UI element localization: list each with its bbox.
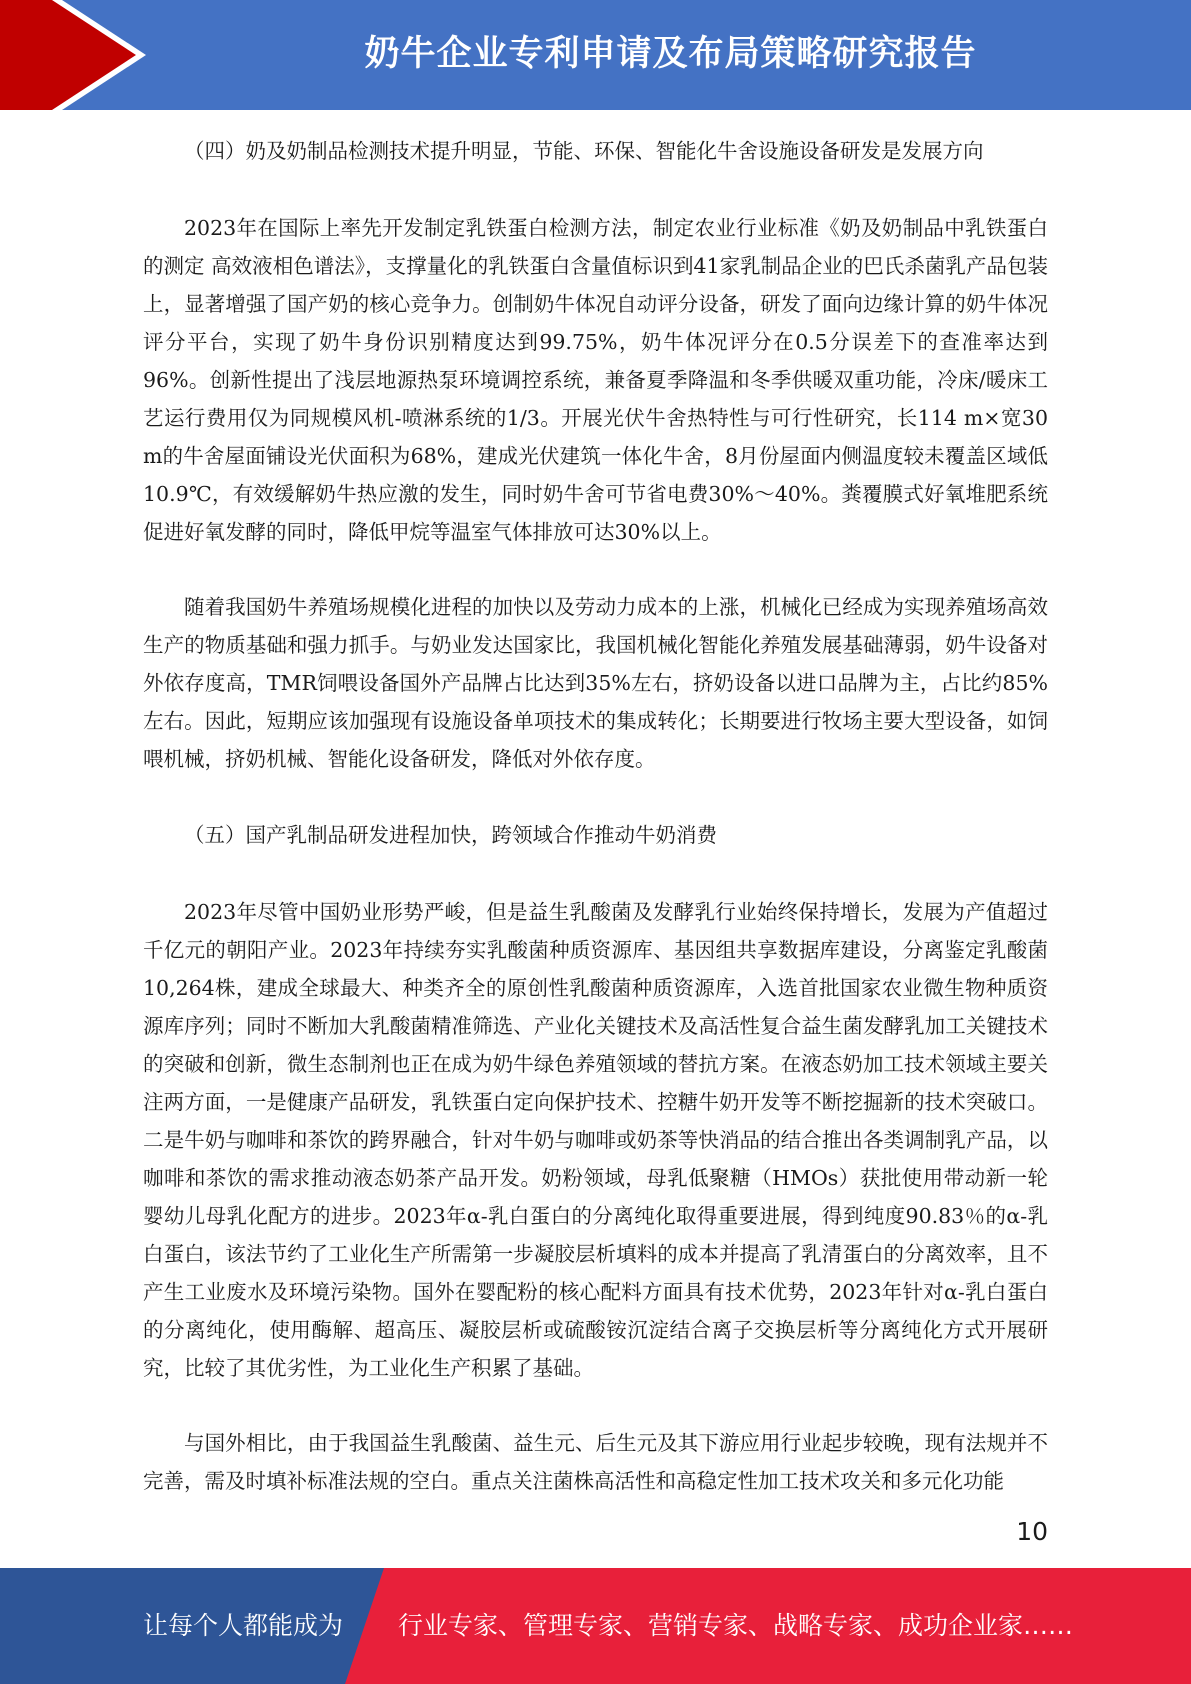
page-number: 10 [1016, 1517, 1048, 1546]
section-heading-4: （四）奶及奶制品检测技术提升明显，节能、环保、智能化牛舍设施设备研发是发展方向 [184, 139, 984, 163]
paragraph: 2023年尽管中国奶业形势严峻，但是益生乳酸菌及发酵乳行业始终保持增长，发展为产值超过千亿元的朝阳产业。2023年持续夯实乳酸菌种质资源库、基因组共享数据库建设，分离鉴定乳酸菌10,264株，建成全球最大、种类齐全的原创性乳酸菌种质资源库，入选首批国家农业微生物种质资源库序列；同时不断加大乳酸菌精准筛选、产业化关键技术及高活性复合益生菌发酵乳加工关键技术的突破和创新，微生态制剂也正在成为奶牛绿色养殖领域的替抗方案。在液态奶加工技术领域主要关注两方面，一是健康产品研发，乳铁蛋白定向保护技术、控糖牛奶开发等不断挖掘新的技术突破口。二是牛奶与咖啡和茶饮的跨界融合，针对牛奶与咖啡或奶茶等快消品的结合推出各类调制乳产品，以咖啡和茶饮的需求推动液态奶茶产品开发。奶粉领域，母乳低聚糖（HMOs）获批使用带动新一轮婴幼儿母乳化配方的进步。2023年α-乳白蛋白的分离纯化取得重要进展，得到纯度90.83％的α-乳白蛋白，该法节约了工业化生产所需第一步凝胶层析填料的成本并提高了乳清蛋白的分离效率，且不产生工业废水及环境污染物。国外在婴配粉的核心配料方面具有技术优势，2023年针对α-乳白蛋白的分离纯化，使用酶解、超高压、凝胶层析或硫酸铵沉淀结合离子交换层析等分离纯化方式开展研究，比较了其优劣性，为工业化生产积累了基础。 [143, 900, 1048, 1380]
report-title: 奶牛企业专利申请及布局策略研究报告 [364, 34, 977, 74]
paragraph: 随着我国奶牛养殖场规模化进程的加快以及劳动力成本的上涨，机械化已经成为实现养殖场高效生产的物质基础和强力抓手。与奶业发达国家比，我国机械化智能化养殖发展基础薄弱，奶牛设备对外依存度高，TMR饲喂设备国外产品牌占比达到35%左右，挤奶设备以进口品牌为主，占比约85%左右。因此，短期应该加强现有设施设备单项技术的集成转化；长期要进行牧场主要大型设备，如饲喂机械，挤奶机械、智能化设备研发，降低对外依存度。 [143, 595, 1048, 771]
footer-slogan-right: 行业专家、管理专家、营销专家、战略专家、成功企业家…… [398, 1611, 1074, 1640]
page-footer [0, 1568, 1191, 1684]
footer-slogan-left: 让每个人都能成为 [143, 1611, 344, 1640]
paragraph: 与国外相比，由于我国益生乳酸菌、益生元、后生元及其下游应用行业起步较晚，现有法规并不完善，需及时填补标准法规的空白。重点关注菌株高活性和高稳定性加工技术攻关和多元化功能 [143, 1431, 1048, 1493]
paragraph: 2023年在国际上率先开发制定乳铁蛋白检测方法，制定农业行业标准《奶及奶制品中乳铁蛋白的测定 高效液相色谱法》，支撑量化的乳铁蛋白含量值标识到41家乳制品企业的巴氏杀菌乳产品包装上，显著增强了国产奶的核心竞争力。创制奶牛体况自动评分设备，研发了面向边缘计算的奶牛体况评分平台，实现了奶牛身份识别精度达到99.75%，奶牛体况评分在0.5分误差下的查准率达到96%。创新性提出了浅层地源热泵环境调控系统，兼备夏季降温和冬季供暖双重功能，冷床/暖床工艺运行费用仅为同规模风机-喷淋系统的1/3。开展光伏牛舍热特性与可行性研究，长114 m×宽30 m的牛舍屋面铺设光伏面积为68%，建成光伏建筑一体化牛舍，8月份屋面内侧温度较未覆盖区域低10.9℃，有效缓解奶牛热应激的发生，同时奶牛舍可节省电费30%～40%。粪覆膜式好氧堆肥系统促进好氧发酵的同时，降低甲烷等温室气体排放可达30%以上。 [143, 216, 1048, 544]
header-arrow-decoration [0, 0, 160, 110]
section-heading-5: （五）国产乳制品研发进程加快，跨领域合作推动牛奶消费 [184, 823, 717, 847]
page-header [0, 0, 1191, 110]
